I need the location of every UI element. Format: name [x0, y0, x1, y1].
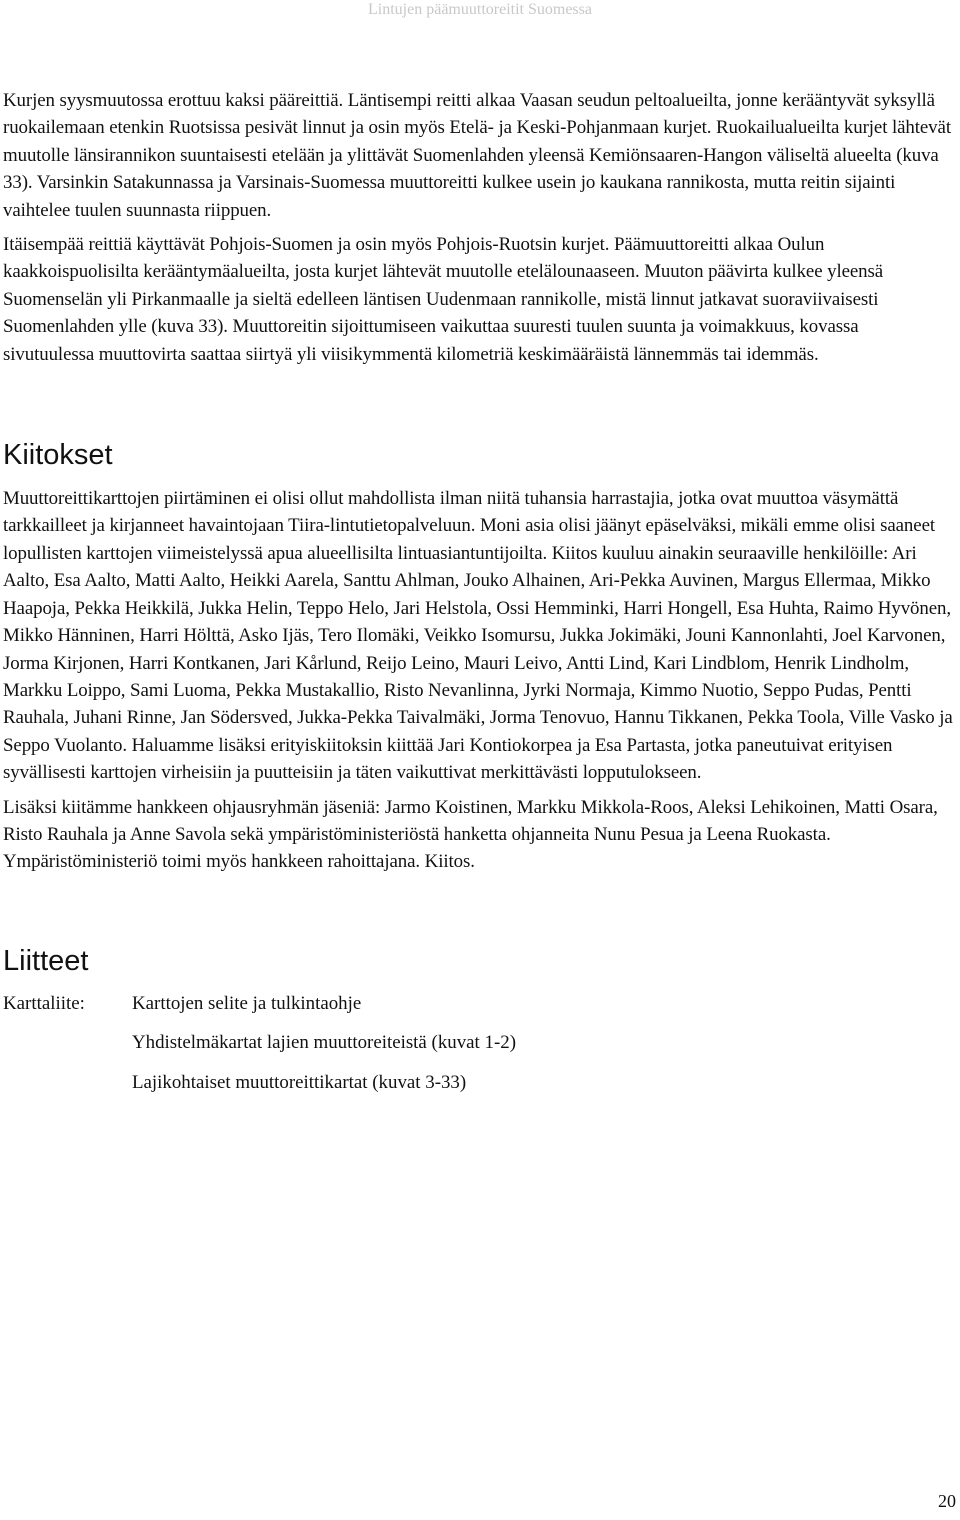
- appendix-row: [3, 1069, 953, 1096]
- running-header: Lintujen päämuuttoreitit Suomessa: [368, 1, 592, 18]
- page-content: [3, 87, 953, 1108]
- appendix-item: Yhdistelmäkartat lajien muuttoreiteistä (kuvat 1-2): [132, 1032, 516, 1054]
- appendix-item: Lajikohtaiset muuttoreittikartat (kuvat 3-33): [132, 1071, 467, 1093]
- kiitokset-paragraph-1: Muuttoreittikarttojen piirtäminen ei olisi ollut mahdollista ilman niitä tuhansia harrastajia, jotka ovat muuttoa väsymättä tarkkailleet ja kirjanneet havaintojaan Tiira-lintutietopalveluun. Moni asia olisi jäänyt epäselväksi, mikäli emme olisi saaneet lopullisten karttojen viimeistelyssä apua alueellisilta lintuasiantuntijoilta. Kiitos kuuluu ainakin seuraaville henkilöille: Ari Aalto, Esa Aalto, Matti Aalto, Heikki Aarela, Santtu Ahlman, Jouko Alhainen, Ari-Pekka Auvinen, Margus Ellermaa, Mikko Haapoja, Pekka Heikkilä, Jukka Helin, Teppo Helo, Jari Helstola, Ossi Hemminki, Harri Hongell, Esa Huhta, Raimo Hyvönen, Mikko Hänninen, Harri Hölttä, Asko Ijäs, Tero Ilomäki, Veikko Isomursu, Jukka Jokimäki, Jouni Kannonlahti, Joel Karvonen, Jorma Kirjonen, Harri Kontkanen, Jari Kårlund, Reijo Leino, Mauri Leivo, Antti Lind, Kari Lindblom, Henrik Lindholm, Markku Loippo, Sami Luoma, Pekka Mustakallio, Risto Nevanlinna, Jyrki Normaja, Kimmo Nuotio, Seppo Pudas, Pentti Rauhala, Juhani Rinne, Jan Södersved, Jukka-Pekka Taivalmäki, Jorma Tenovuo, Hannu Tikkanen, Pekka Toola, Ville Vasko ja Seppo Vuolanto. Haluamme lisäksi erityiskiitoksin kiittää Jari Kontiokorpea ja Esa Partasta, jotka paneutuivat erityisen syvällisesti karttojen virheisiin ja puutteisiin ja täten vaikuttivat merkittävästi lopputulokseen.: [3, 488, 953, 784]
- body-paragraph-1: Kurjen syysmuutossa erottuu kaksi pääreittiä. Läntisempi reitti alkaa Vaasan seudun peltoalueilta, jonne kerääntyvät syksyllä ruokailemaan etenkin Ruotsissa pesivät linnut ja osin myös Etelä- ja Keski-Pohjanmaan kurjet. Ruokailualueilta kurjet lähtevät muutolle länsirannikon suuntaisesti etelään ja ylittävät Suomenlahden yleensä Kemiönsaaren-Hangon väliseltä alueelta (kuva 33). Varsinkin Satakunnassa ja Varsinais-Suomessa muuttoreitti kulkee usein jo kaukana rannikosta, mutta reitin sijainti vaihtelee tuulen suunnasta riippuen.: [3, 90, 951, 221]
- appendix-label: Karttaliite:: [3, 992, 85, 1014]
- appendix-item: Karttojen selite ja tulkintaohje: [132, 992, 362, 1014]
- body-paragraph-2: Itäisempää reittiä käyttävät Pohjois-Suomen ja osin myös Pohjois-Ruotsin kurjet. Päämuuttoreitti alkaa Oulun kaakkoispuolisilta kerääntymäalueilta, josta kurjet lähtevät muutolle etelälounaaseen. Muuton päävirta kulkee yleensä Suomenselän yli Pirkanmaalle ja sieltä edelleen läntisen Uudenmaan rannikolle, mistä linnut jatkavat suoraviivaisesti Suomenlahden ylle (kuva 33). Muuttoreitin sijoittumiseen vaikuttaa suuresti tuulen suunta ja voimakkuus, kovassa sivutuulessa muuttovirta saattaa siirtyä yli viisikymmentä kilometriä keskimääräistä lännemmäs tai idemmäs.: [3, 234, 884, 365]
- appendix-label-spacer: [3, 1029, 132, 1056]
- page-number: 20: [938, 1491, 956, 1511]
- appendix-label-spacer: [3, 1069, 132, 1096]
- appendix-row: [3, 990, 953, 1017]
- appendix-row: [3, 1029, 953, 1056]
- kiitokset-paragraph-2: Lisäksi kiitämme hankkeen ohjausryhmän jäseniä: Jarmo Koistinen, Markku Mikkola-Roos, Aleksi Lehikoinen, Matti Osara, Risto Rauhala ja Anne Savola sekä ympäristöministeriöstä hanketta ohjanneita Nunu Pesua ja Leena Ruokasta. Ympäristöministeriö toimi myös hankkeen rahoittajana. Kiitos.: [3, 796, 938, 873]
- section-heading-liitteet: Liitteet: [3, 944, 89, 977]
- section-heading-kiitokset: Kiitokset: [3, 439, 113, 472]
- appendix-list: [3, 990, 953, 1096]
